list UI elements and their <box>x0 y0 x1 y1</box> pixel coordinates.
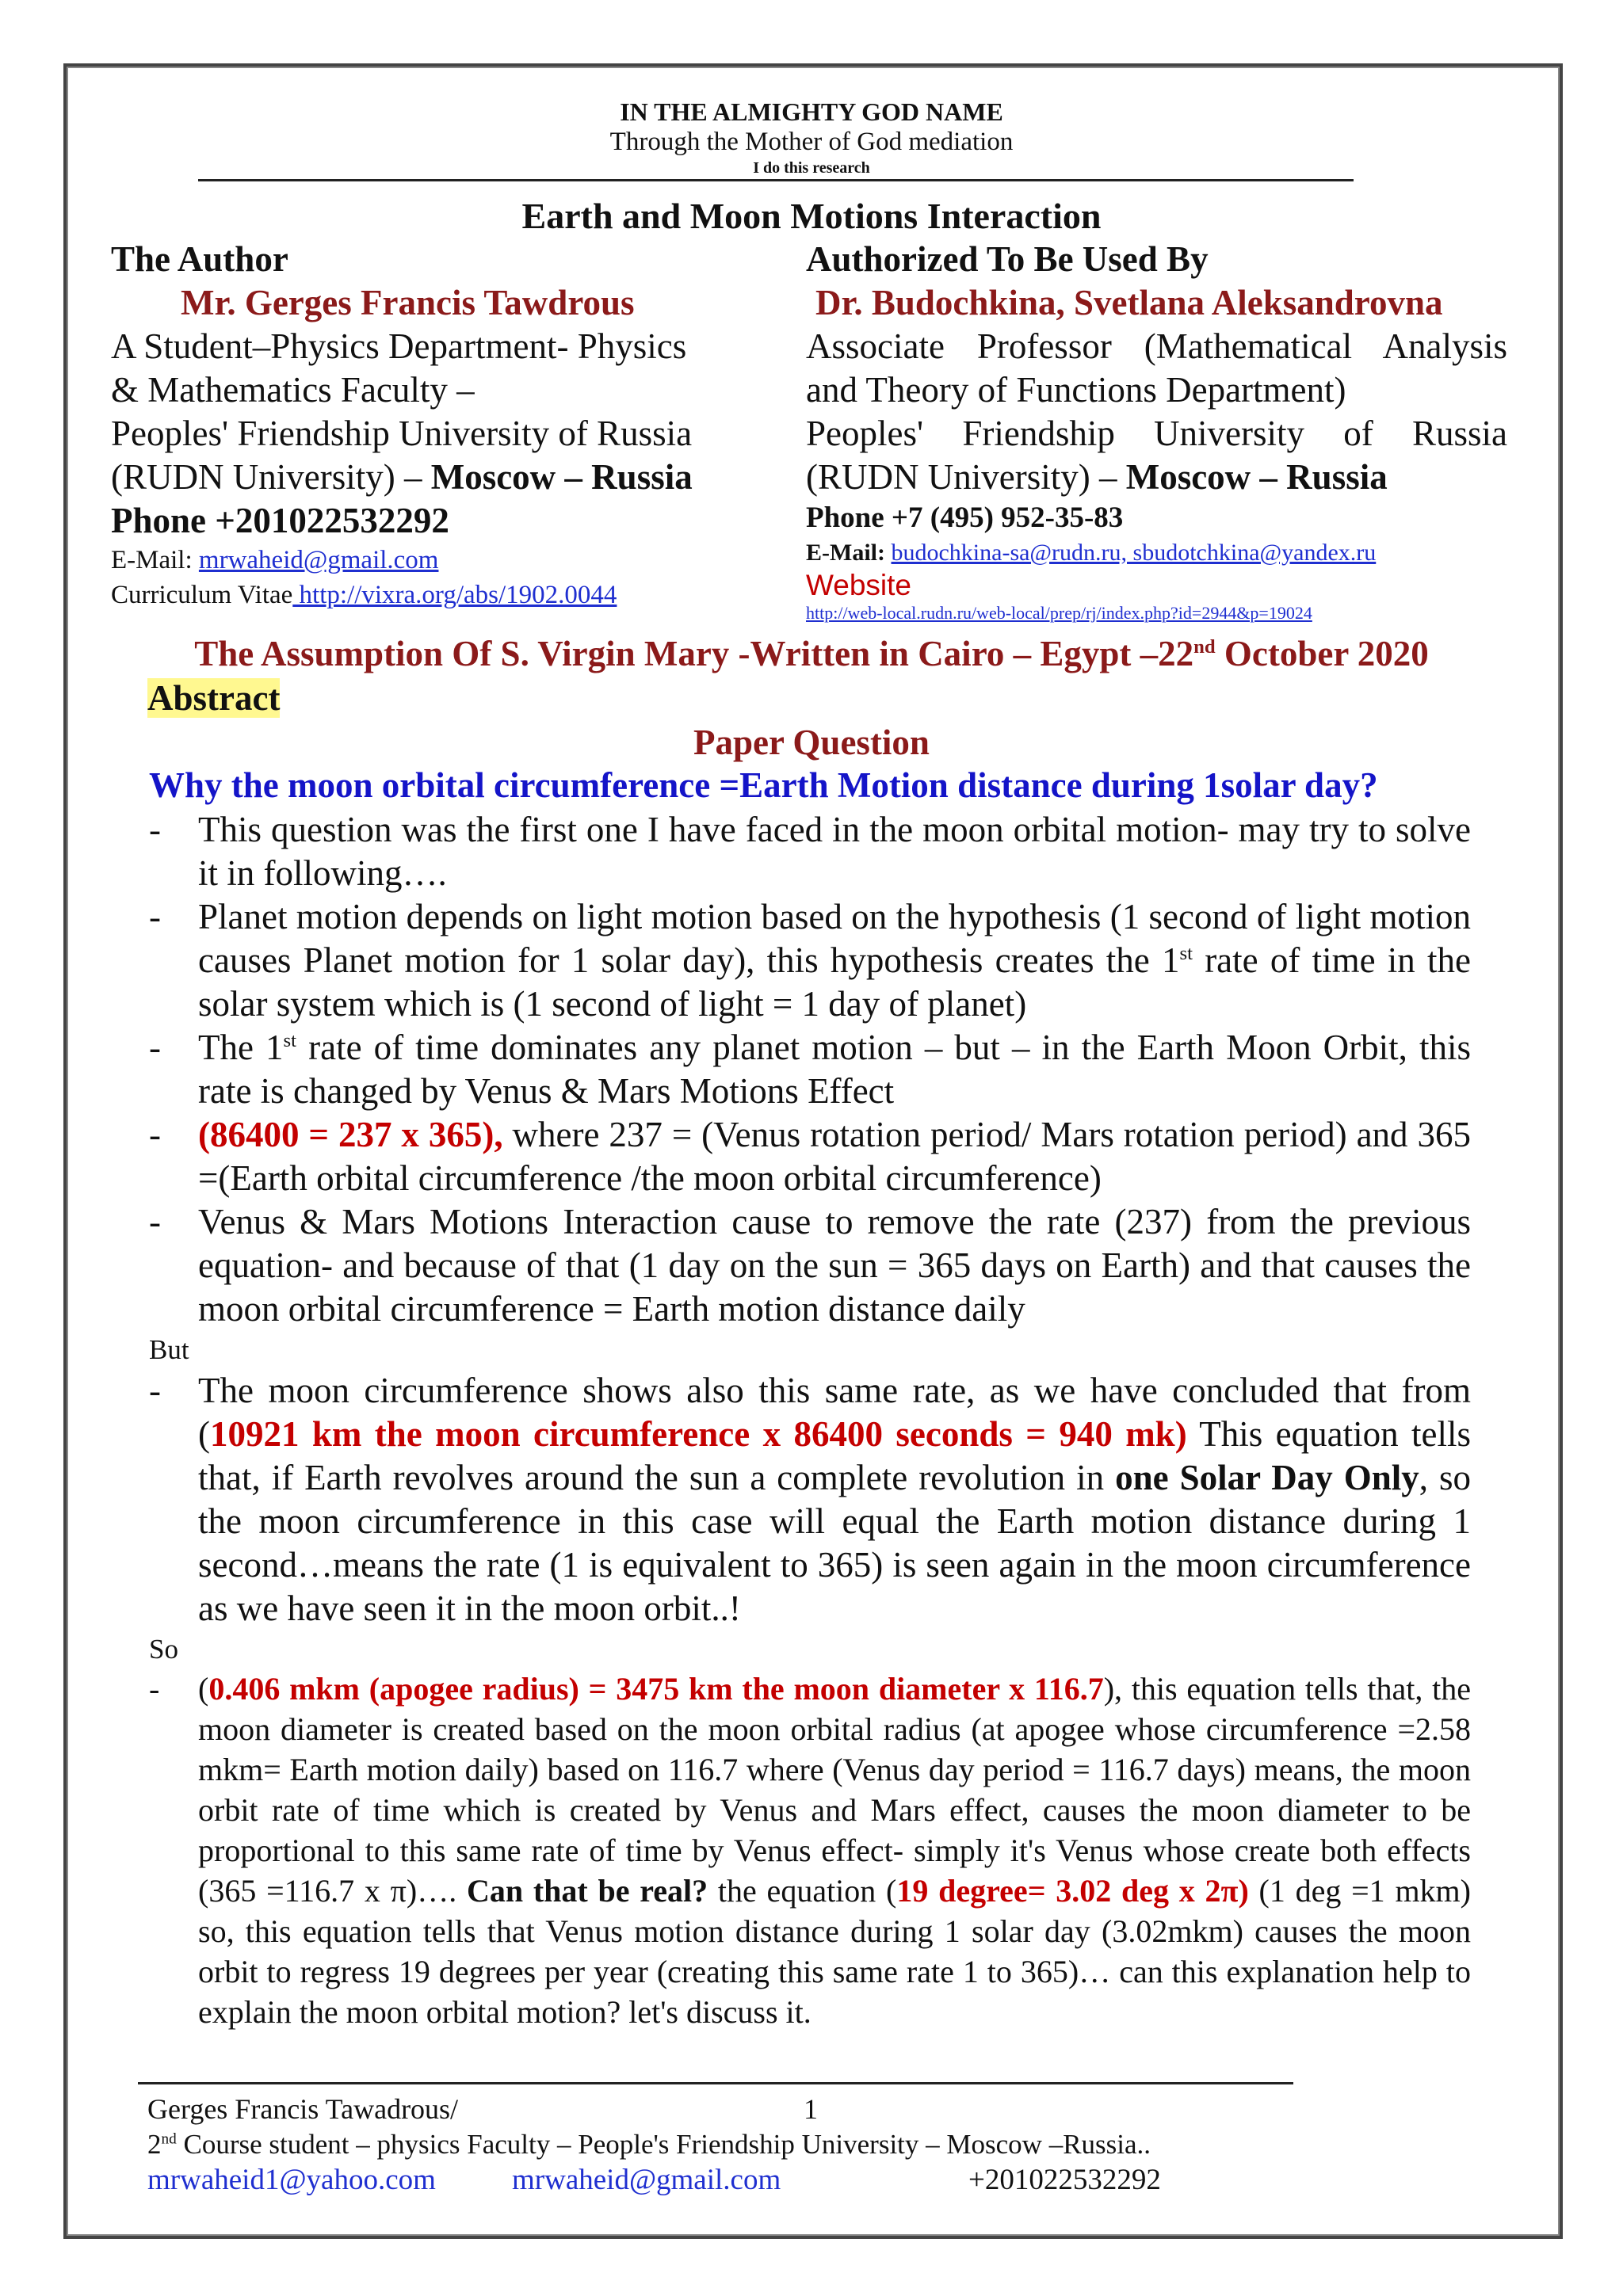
footer-rule <box>138 2082 1293 2084</box>
footer-course: 2nd Course student – physics Faculty – People's Friendship University – Moscow –Russia.. <box>147 2129 1151 2160</box>
paper-title: Earth and Moon Motions Interaction <box>521 196 1102 236</box>
header-invocation: IN THE ALMIGHTY GOD NAME <box>620 97 1003 126</box>
author-heading: The Author <box>111 239 288 279</box>
connector-so: So <box>149 1634 178 1665</box>
bullet-7: - (0.406 mkm (apogee radius) = 3475 km the moon diameter x 116.7), this equation tells that, the moon diameter is created based on the moon orbital radius (at apogee whose circumference =2.58 mkm= Earth motion daily) based on 116.7 where (Venus day period = 116.7 days) means, the moon orbit rate of time which is created by Venus and Mars effect, causes the moon diameter to be proportional to this same rate of time by Venus effect- simply it's Venus whose create both effects (365 =116.7 x π)…. Can that be real? the equation (19 degree= 3.02 deg x 2π) (1 deg =1 mkm) so, this equation tells that Venus motion distance during 1 solar day (3.02mkm) causes the moon orbit to regress 19 degrees per year (creating this same rate 1 to 365)… can this explanation help to explain the moon orbital motion? let's discuss it. <box>149 1669 1471 2032</box>
authorized-block <box>806 238 1507 624</box>
footer-email-1[interactable]: mrwaheid1@yahoo.com <box>147 2164 436 2196</box>
page-number: 1 <box>804 2093 818 2125</box>
author-block <box>111 238 745 612</box>
author-phone: Phone +201022532292 <box>111 501 449 540</box>
header-mediation: Through the Mother of God mediation <box>609 128 1014 156</box>
abstract-label: Abstract <box>147 678 281 718</box>
author-cv-link[interactable]: http://vixra.org/abs/1902.0044 <box>292 581 617 609</box>
author-affiliation-2: & Mathematics Faculty – <box>111 370 475 410</box>
paper-question-label: Paper Question <box>693 723 930 762</box>
paper-question: Why the moon orbital circumference =Earth Motion distance during 1solar day? <box>149 765 1378 805</box>
authorized-phone: Phone +7 (495) 952-35-83 <box>806 502 1124 534</box>
authorized-email-line: E-Mail: budochkina-sa@rudn.ru, sbudotchkina@yandex.ru <box>806 540 1377 566</box>
author-affiliation-4: (RUDN University) – Moscow – Russia <box>111 457 693 497</box>
authorized-name: Dr. Budochkina, Svetlana Aleksandrovna <box>815 283 1443 322</box>
authorized-heading: Authorized To Be Used By <box>806 239 1209 279</box>
author-name: Mr. Gerges Francis Tawdrous <box>181 283 635 322</box>
bullet-1: - This question was the first one I have faced in the moon orbital motion- may try to solve it in following…. <box>149 808 1471 895</box>
bullet-4: - (86400 = 237 x 365), where 237 = (Venus rotation period/ Mars rotation period) and 365 =(Earth orbital circumference /the moon orbital circumference) <box>149 1113 1471 1200</box>
authorized-position-1: Associate Professor (Mathematical Analysis <box>806 326 1507 366</box>
footer-phone: +201022532292 <box>968 2164 1161 2196</box>
authorized-website-label: Website <box>806 569 911 601</box>
header-rule <box>198 179 1354 181</box>
footer-author: Gerges Francis Tawadrous/ <box>147 2093 459 2125</box>
author-cv-line: Curriculum Vitae http://vixra.org/abs/1902.0044 <box>111 581 617 609</box>
abstract-bullets <box>149 808 1471 2032</box>
authorized-website-link[interactable]: http://web-local.rudn.ru/web-local/prep/rj/index.php?id=2944&p=19024 <box>806 603 1312 623</box>
bullet-3: - The 1st rate of time dominates any planet motion – but – in the Earth Moon Orbit, this rate is changed by Venus & Mars Motions Effect <box>149 1026 1471 1113</box>
author-email-link[interactable]: mrwaheid@gmail.com <box>198 546 439 574</box>
author-affiliation-1: A Student–Physics Department- Physics <box>111 326 687 366</box>
connector-but: But <box>149 1334 189 1365</box>
authorized-position-3: Peoples' Friendship University of Russia <box>806 414 1507 453</box>
header-note: I do this research <box>753 159 870 177</box>
footer-email-2[interactable]: mrwaheid@gmail.com <box>512 2164 781 2196</box>
author-affiliation-3: Peoples' Friendship University of Russia <box>111 414 693 453</box>
author-email-line: E-Mail: mrwaheid@gmail.com <box>111 546 439 574</box>
bullet-5: - Venus & Mars Motions Interaction cause to remove the rate (237) from the previous equation- and because of that (1 day on the sun = 365 days on Earth) and that causes the moon orbital circumference = Earth motion distance daily <box>149 1200 1471 1331</box>
bullet-6: - The moon circumference shows also this same rate, as we have concluded that from (10921 km the moon circumference x 86400 seconds = 940 mk) This equation tells that, if Earth revolves around the sun a complete revolution in one Solar Day Only, so the moon circumference in this case will equal the Earth motion distance during 1 second…means the rate (1 is equivalent to 365) is seen again in the moon circumference as we have seen it in the moon orbit..! <box>149 1369 1471 1630</box>
dateline: The Assumption Of S. Virgin Mary -Written in Cairo – Egypt –22nd October 2020 <box>194 634 1429 673</box>
authorized-position-4: (RUDN University) – Moscow – Russia <box>806 457 1388 497</box>
authorized-email-links[interactable]: budochkina-sa@rudn.ru, sbudotchkina@yandex.ru <box>891 540 1377 566</box>
authorized-position-2: and Theory of Functions Department) <box>806 370 1346 410</box>
bullet-2: - Planet motion depends on light motion based on the hypothesis (1 second of light motion causes Planet motion for 1 solar day), this hypothesis creates the 1st rate of time in the solar system which is (1 second of light = 1 day of planet) <box>149 895 1471 1026</box>
